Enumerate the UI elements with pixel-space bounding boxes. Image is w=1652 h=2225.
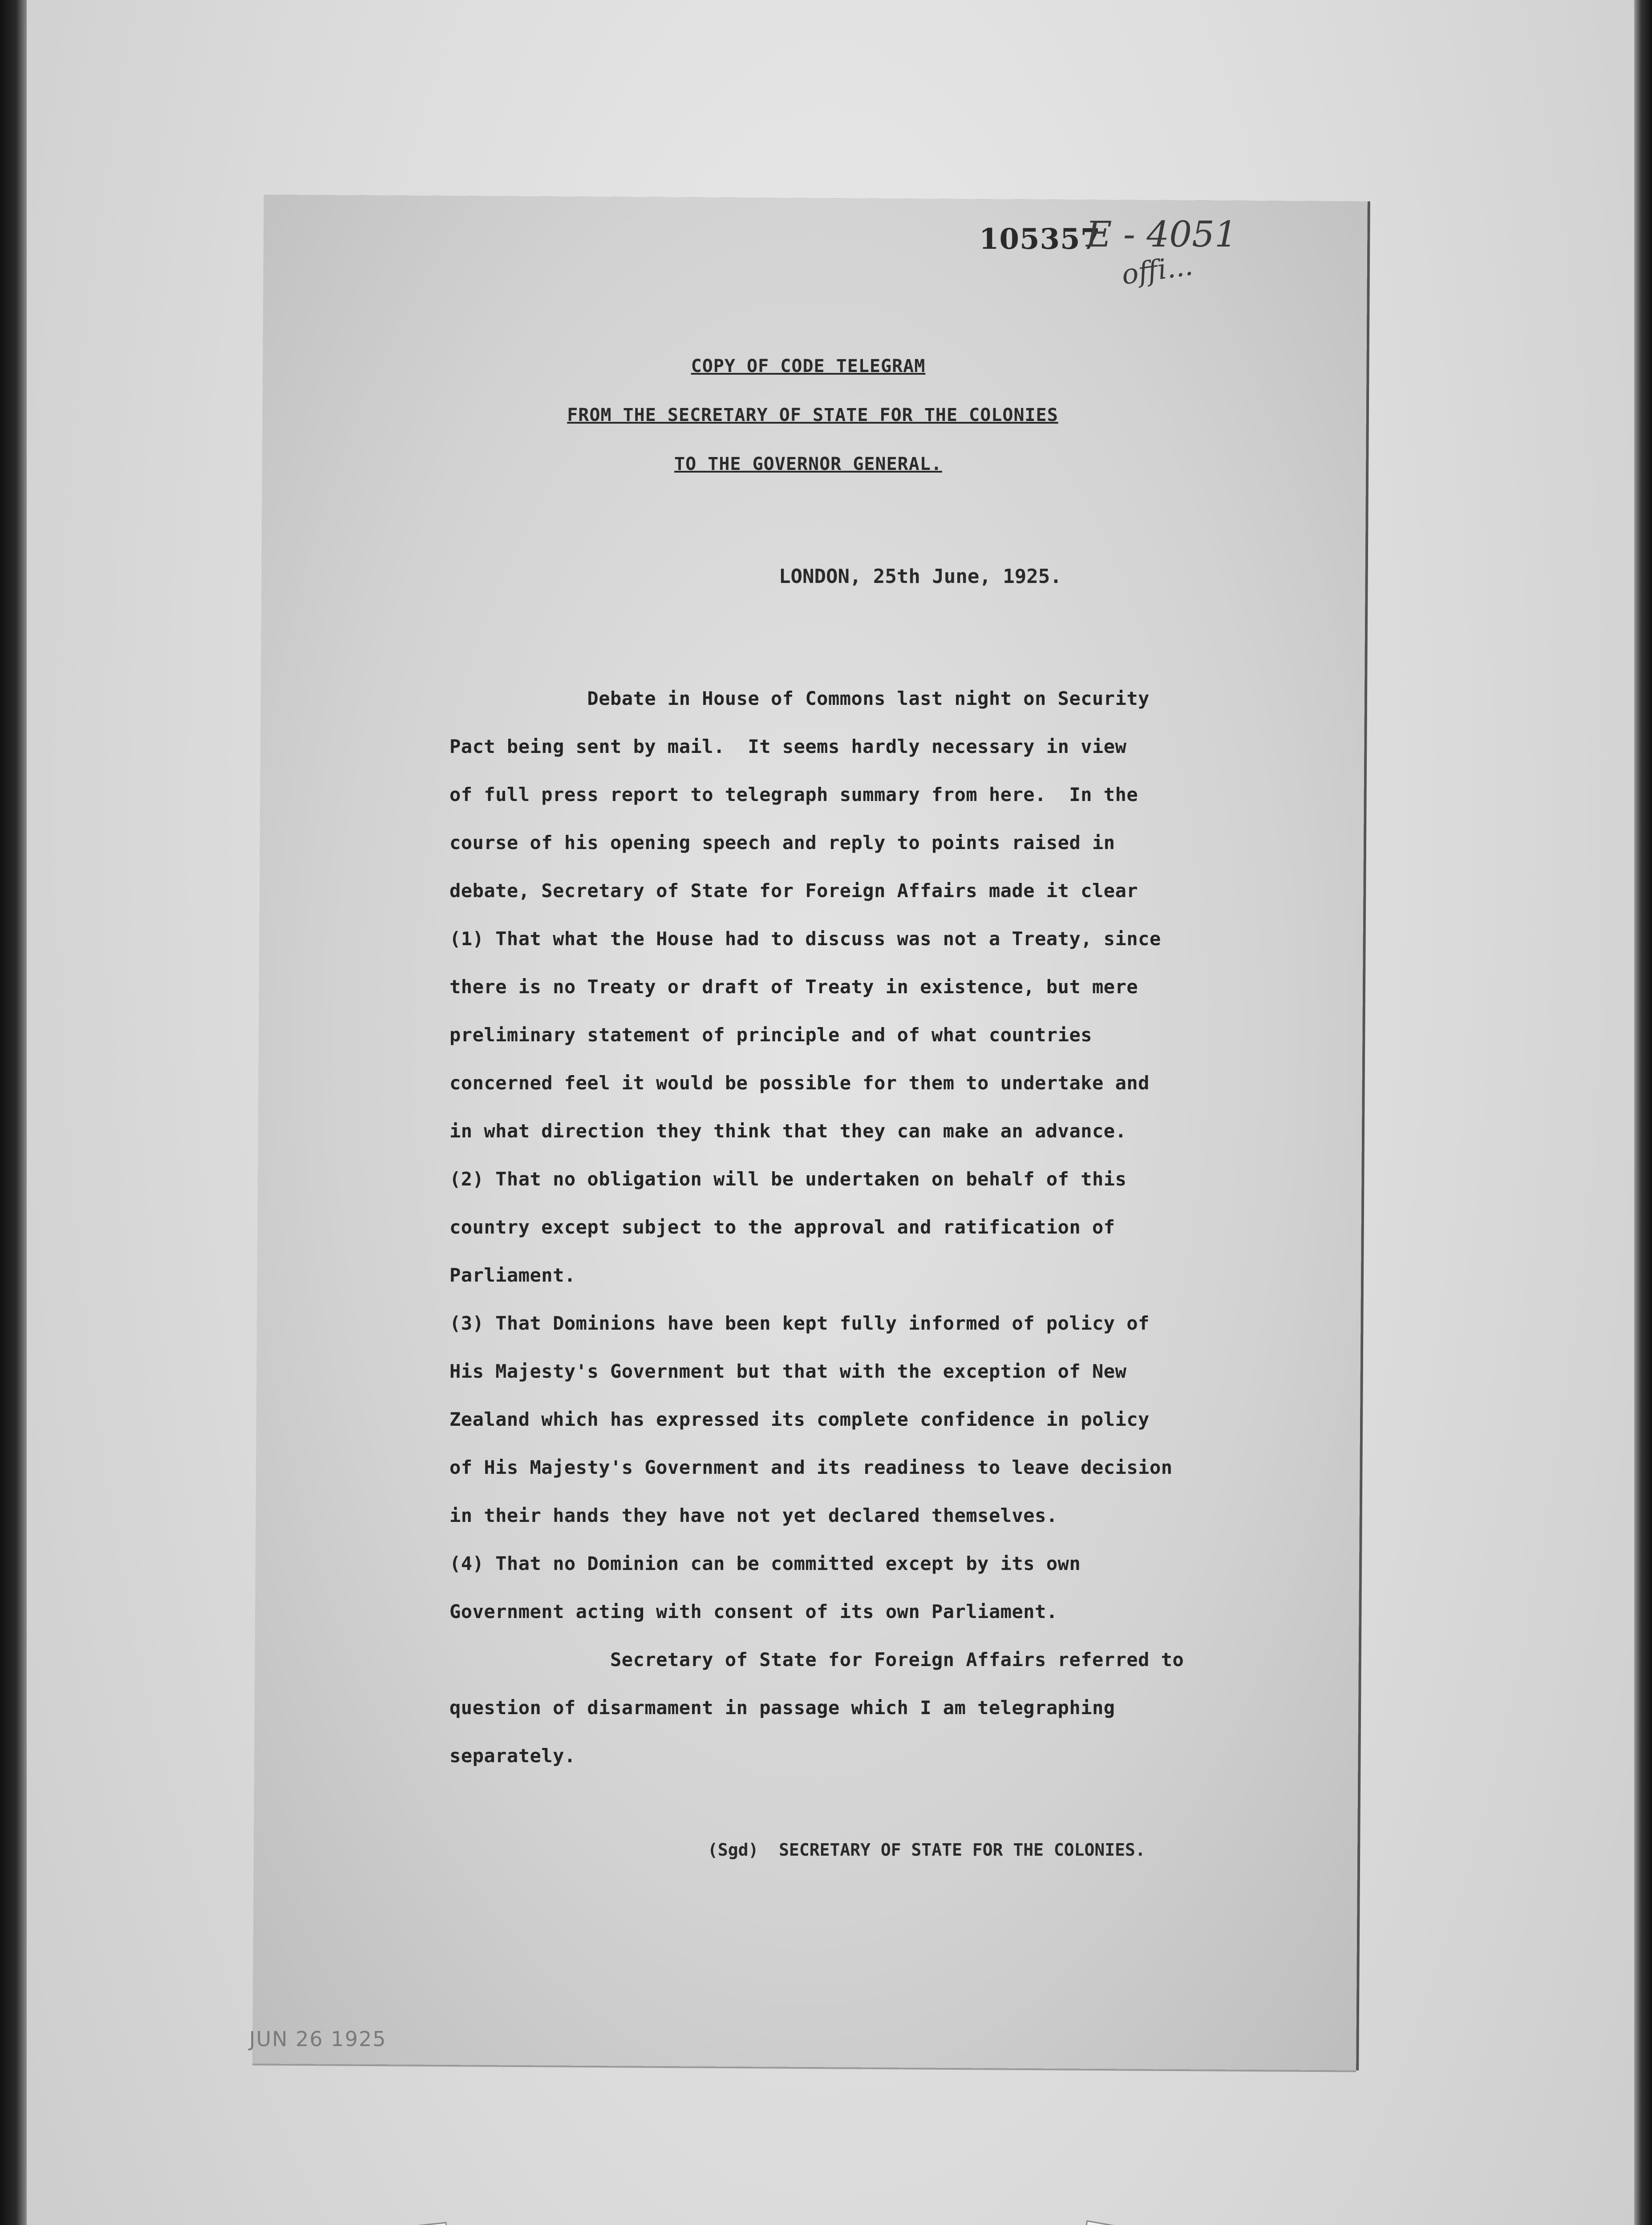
body-line: Parliament.: [449, 1264, 576, 1286]
body-line: in their hands they have not yet declared themselves.: [449, 1505, 1058, 1526]
body-line: of full press report to telegraph summary from here. In the: [449, 784, 1138, 805]
body-line: Pact being sent by mail. It seems hardly necessary in view: [449, 736, 1127, 757]
body-line: preliminary statement of principle and of what countries: [449, 1024, 1093, 1046]
handwritten-note: offi...: [1119, 249, 1195, 291]
body-line: Zealand which has expressed its complete confidence in policy: [449, 1408, 1150, 1430]
dateline: LONDON, 25th June, 1925.: [779, 565, 1062, 588]
body-line: (1) That what the House had to discuss was not a Treaty, since: [449, 928, 1161, 950]
body-line: (2) That no obligation will be undertaken on behalf of this: [449, 1168, 1127, 1190]
film-edge-left: [0, 0, 27, 2225]
received-date-stamp: JUN 26 1925: [249, 2027, 387, 2051]
document-number: 105357: [979, 222, 1101, 256]
body-line: of His Majesty's Government and its readiness to leave decision: [449, 1456, 1173, 1478]
body-line: Debate in House of Commons last night on Security: [449, 688, 1150, 709]
body-line: course of his opening speech and reply to points raised in: [449, 832, 1115, 854]
handwritten-reference: E - 4051: [1086, 214, 1237, 255]
body-line: concerned feel it would be possible for them to undertake and: [449, 1072, 1150, 1094]
body-line: (4) That no Dominion can be committed except by its own: [449, 1553, 1081, 1574]
body-line: His Majesty's Government but that with the exception of New: [449, 1360, 1127, 1382]
body-line: country except subject to the approval and ratification of: [449, 1216, 1115, 1238]
heading-line-2: FROM THE SECRETARY OF STATE FOR THE COLONIES: [567, 405, 1058, 425]
heading-line-1: COPY OF CODE TELEGRAM: [691, 356, 926, 376]
heading-line-3: TO THE GOVERNOR GENERAL.: [674, 454, 942, 474]
signature: (Sgd) SECRETARY OF STATE FOR THE COLONIES.: [708, 1840, 1146, 1860]
film-edge-right: [1634, 0, 1652, 2225]
body-line: Government acting with consent of its own Parliament.: [449, 1601, 1058, 1622]
body-line: in what direction they think that they can make an advance.: [449, 1120, 1127, 1142]
body-line: separately.: [449, 1745, 576, 1767]
body-line: there is no Treaty or draft of Treaty in existence, but mere: [449, 976, 1138, 998]
body-line: (3) That Dominions have been kept fully informed of policy of: [449, 1312, 1150, 1334]
body-line: debate, Secretary of State for Foreign Affairs made it clear: [449, 880, 1138, 902]
body-line: question of disarmament in passage which I am telegraphing: [449, 1697, 1115, 1719]
body-line: Secretary of State for Foreign Affairs referred to: [449, 1649, 1184, 1671]
